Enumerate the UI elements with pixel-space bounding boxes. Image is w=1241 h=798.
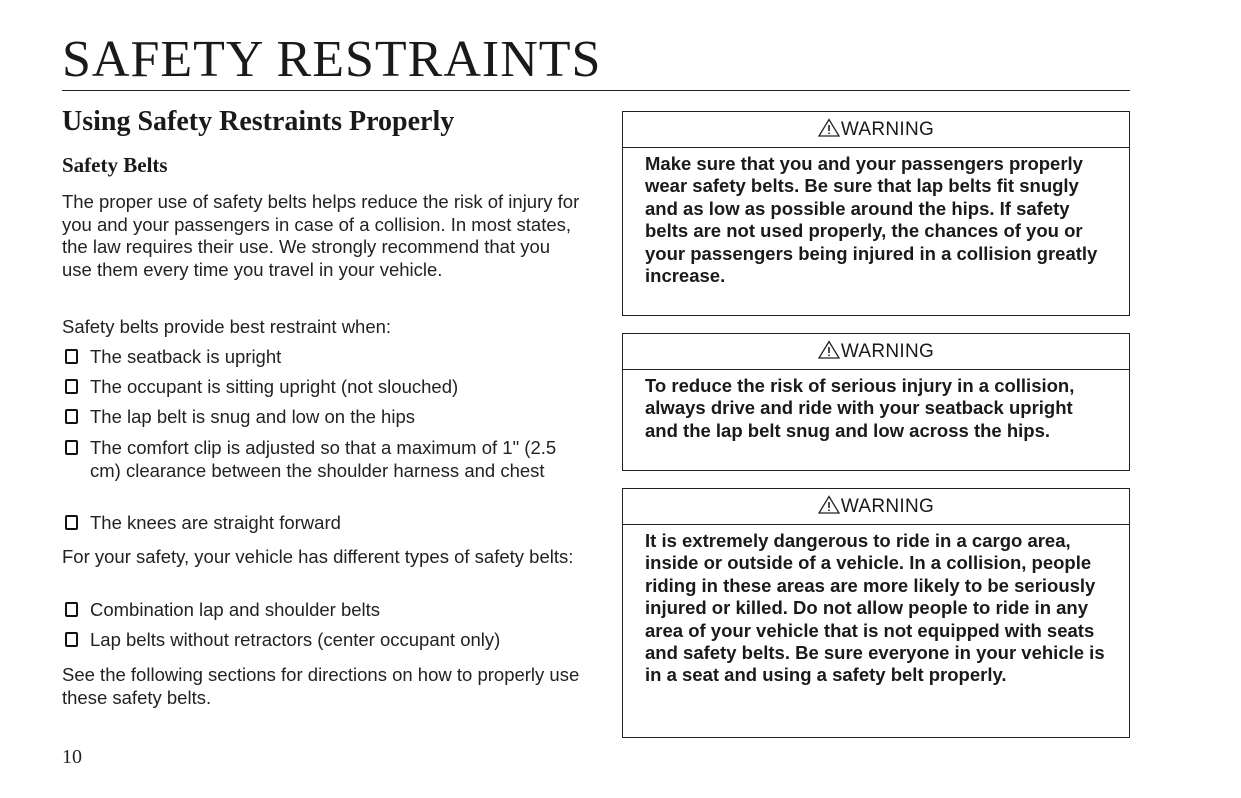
checklist-item: Lap belts without retractors (center occupant only): [62, 629, 582, 652]
warning-box: [622, 488, 1130, 738]
warning-triangle-icon: [818, 118, 840, 137]
checklist-item: The occupant is sitting upright (not slouched): [62, 376, 582, 399]
checkbox-icon: [65, 349, 78, 364]
title-divider: [62, 90, 1130, 91]
warning-box: [622, 111, 1130, 316]
checklist-item: The knees are straight forward: [62, 512, 582, 535]
warning-triangle-icon: [818, 340, 840, 359]
warning-text: To reduce the risk of serious injury in a collision, always drive and ride with your seatback upright and the lap belt snug and low across the hips.: [645, 375, 1075, 441]
warning-header: [623, 489, 1129, 525]
checkbox-icon: [65, 379, 78, 394]
page-number: 10: [62, 746, 82, 768]
warning-label: WARNING: [840, 495, 935, 517]
checkbox-icon: [65, 632, 78, 647]
checklist-item: The lap belt is snug and low on the hips: [62, 406, 582, 429]
warning-text: It is extremely dangerous to ride in a cargo area, inside or outside of a vehicle. In a collision, people riding in these areas are more likely to be seriously injured or killed. Do not allow people to ride in any area of your vehicle that is not equipped with seats and safety belts. Be sure everyone in your vehicle is in a seat and using a safety belt properly.: [645, 530, 1105, 686]
checkbox-icon: [65, 409, 78, 424]
warning-header: [623, 334, 1129, 370]
belt-types-lead: For your safety, your vehicle has different types of safety belts:: [62, 546, 574, 567]
section-heading: Using Safety Restraints Properly: [62, 106, 455, 137]
warning-triangle-icon: [818, 495, 840, 514]
sub-heading: Safety Belts: [62, 153, 168, 177]
closing-paragraph: See the following sections for directions on how to properly use these safety belts.: [62, 664, 580, 708]
restraint-lead: Safety belts provide best restraint when:: [62, 316, 392, 337]
intro-paragraph: The proper use of safety belts helps reduce the risk of injury for you and your passengers in case of a collision. In most states, the law requires their use. We strongly recommend that you use them every time you travel in your vehicle.: [62, 191, 580, 280]
checkbox-icon: [65, 440, 78, 455]
warning-label: WARNING: [840, 340, 935, 362]
checklist-item: The seatback is upright: [62, 346, 582, 369]
checklist-item: The comfort clip is adjusted so that a maximum of 1" (2.5 cm) clearance between the shoulder harness and chest: [62, 437, 582, 482]
checklist-item: Combination lap and shoulder belts: [62, 599, 582, 622]
checkbox-icon: [65, 515, 78, 530]
warning-box: [622, 333, 1130, 471]
warning-text: Make sure that you and your passengers properly wear safety belts. Be sure that lap belts fit snugly and as low as possible around the hips. If safety belts are not used properly, the chances of you or your passengers being injured in a collision greatly increase.: [645, 153, 1098, 287]
warning-header: [623, 112, 1129, 148]
page-title: SAFETY RESTRAINTS: [62, 31, 602, 88]
checkbox-icon: [65, 602, 78, 617]
warning-label: WARNING: [840, 118, 935, 140]
